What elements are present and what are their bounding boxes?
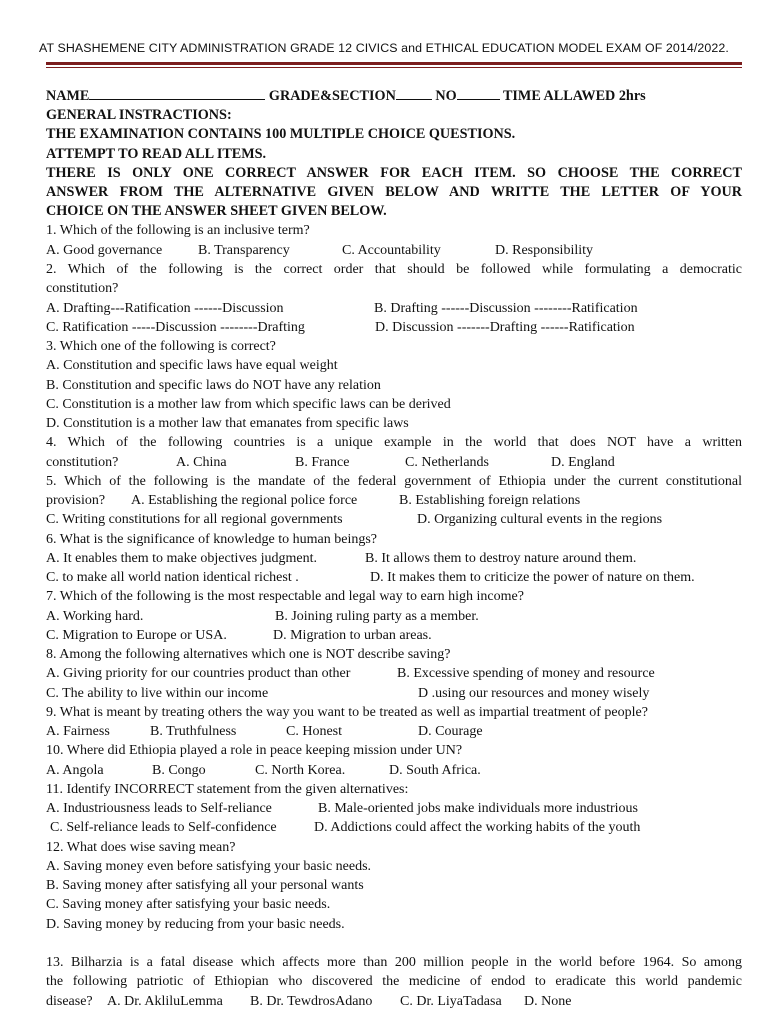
question-stem: constitution? (46, 281, 119, 296)
option-c: C. Writing constitutions for all regional governments (46, 512, 343, 527)
option-row (46, 799, 742, 818)
option-row (46, 992, 742, 1011)
name-blank (89, 87, 265, 100)
option-a: A. Establishing the regional police force (131, 493, 358, 508)
option-d: D. Addictions could affect the working habits of the youth (314, 820, 641, 835)
option-d: D. South Africa. (389, 763, 481, 778)
option-row (46, 818, 742, 837)
option-row (46, 318, 742, 337)
question-stem: 12. What does wise saving mean? (46, 840, 236, 855)
option-c: C. Constitution is a mother law from which specific laws can be derived (46, 397, 451, 412)
option-row (46, 549, 742, 568)
name-label: NAME (46, 88, 90, 104)
question-stem: 6. What is the significance of knowledge to human beings? (46, 532, 377, 547)
option-c: C. Migration to Europe or USA. (46, 628, 227, 643)
header-rule-thin (46, 67, 742, 68)
option-d: D. None (524, 994, 572, 1009)
option-b: B. Male-oriented jobs make individuals more industrious (318, 801, 639, 816)
option-c: C. to make all world nation identical richest . (46, 570, 299, 585)
option-b: B. Excessive spending of money and resource (397, 666, 655, 681)
question-stem: 13. Bilharzia is a fatal disease which affects more than 200 million people in the world before 1964. So among (46, 955, 742, 970)
option-d: D. Saving money by reducing from your basic needs. (46, 917, 345, 932)
question-stem: 4. Which of the following countries is a unique example in the world that does NOT have a written (46, 435, 742, 450)
option-c: C. Saving money after satisfying your basic needs. (46, 897, 331, 912)
question-stem: provision? (46, 493, 106, 508)
option-row (46, 607, 742, 626)
option-c: C. Accountability (342, 243, 441, 258)
grade-section-label: GRADE&SECTION (268, 88, 396, 104)
option-b: B. France (295, 455, 350, 470)
option-row (46, 761, 742, 780)
option-row (46, 510, 742, 529)
option-row (46, 299, 742, 318)
option-c: C. North Korea. (255, 763, 346, 778)
option-a: A. Dr. AkliluLemma (107, 994, 223, 1009)
option-row (46, 241, 742, 260)
option-d: D. Responsibility (495, 243, 594, 258)
question-stem: 2. Which of the following is the correct order that should be followed while formulating a democratic (46, 262, 742, 277)
option-a: A. Drafting---Ratification ------Discussion (46, 301, 284, 316)
option-a: A. Saving money even before satisfying your basic needs. (46, 859, 372, 874)
option-a: A. Good governance (46, 243, 163, 258)
option-d: D .using our resources and money wisely (418, 686, 650, 701)
option-b: B. Saving money after satisfying all your personal wants (46, 878, 364, 893)
option-b: B. Truthfulness (150, 724, 237, 739)
number-blank (457, 87, 500, 100)
option-a: A. Constitution and specific laws have equal weight (46, 358, 338, 373)
option-a: A. Industriousness leads to Self-reliance (46, 801, 272, 816)
option-b: B. Constitution and specific laws do NOT have any relation (46, 378, 381, 393)
option-row (46, 626, 742, 645)
header-rule-thick (46, 62, 742, 65)
option-row (46, 722, 742, 741)
option-b: B. Transparency (198, 243, 290, 258)
option-d: D. It makes them to criticize the power of nature on them. (370, 570, 695, 585)
option-row (46, 664, 742, 683)
option-d: D. Constitution is a mother law that emanates from specific laws (46, 416, 409, 431)
option-c: C. Self-reliance leads to Self-confidence (50, 820, 277, 835)
option-a: A. China (176, 455, 227, 470)
option-row (46, 684, 742, 703)
option-d: D. Courage (418, 724, 483, 739)
option-c: C. Ratification -----Discussion --------Drafting (46, 320, 305, 335)
option-b: B. Establishing foreign relations (399, 493, 581, 508)
exam-header: AT SHASHEMENE CITY ADMINISTRATION GRADE 12 CIVICS and ETHICAL EDUCATION MODEL EXAM OF 2014/2022. (39, 41, 729, 55)
option-c: C. Netherlands (405, 455, 489, 470)
option-a: A. It enables them to make objectives judgment. (46, 551, 317, 566)
option-d: D. England (551, 455, 615, 470)
question-stem: 1. Which of the following is an inclusive term? (46, 223, 310, 238)
question-stem: disease? (46, 994, 93, 1009)
option-d: D. Migration to urban areas. (273, 628, 432, 643)
instructions-title: GENERAL INSTRACTIONS: (46, 107, 232, 123)
option-row (46, 453, 742, 472)
question-stem: 11. Identify INCORRECT statement from the given alternatives: (46, 782, 409, 797)
question-stem: 9. What is meant by treating others the way you want to be treated as well as impartial treatment of people? (46, 705, 648, 720)
instruction-line: THERE IS ONLY ONE CORRECT ANSWER FOR EACH ITEM. SO CHOOSE THE CORRECT (46, 165, 742, 181)
option-c: C. The ability to live within our income (46, 686, 269, 701)
option-c: C. Dr. LiyaTadasa (400, 994, 502, 1009)
option-b: B. Joining ruling party as a member. (275, 609, 479, 624)
option-row (46, 568, 742, 587)
option-b: B. Congo (152, 763, 206, 778)
option-a: A. Fairness (46, 724, 110, 739)
candidate-info-line (46, 87, 742, 106)
option-a: A. Angola (46, 763, 104, 778)
instruction-line: ANSWER FROM THE ALTERNATIVE GIVEN BELOW AND WRITTE THE LETTER OF YOUR (46, 184, 742, 200)
option-d: D. Organizing cultural events in the regions (417, 512, 663, 527)
question-stem: 7. Which of the following is the most respectable and legal way to earn high income? (46, 589, 524, 604)
question-stem: constitution? (46, 455, 119, 470)
option-d: D. Discussion -------Drafting ------Ratification (375, 320, 635, 335)
question-stem: the following patriotic of Ethiopian who discovered the medicine of endod to eradicate this world pandemic (46, 974, 742, 989)
question-stem: 10. Where did Ethiopia played a role in peace keeping mission under UN? (46, 743, 463, 758)
option-b: B. Drafting ------Discussion --------Ratification (374, 301, 638, 316)
option-a: A. Working hard. (46, 609, 144, 624)
question-stem: 3. Which one of the following is correct? (46, 339, 276, 354)
instruction-line: ATTEMPT TO READ ALL ITEMS. (46, 146, 267, 162)
instruction-line: THE EXAMINATION CONTAINS 100 MULTIPLE CHOICE QUESTIONS. (46, 126, 516, 142)
question-stem: 5. Which of the following is the mandate of the federal government of Ethiopia under the current constitutional (46, 474, 742, 489)
grade-section-blank (396, 87, 432, 100)
option-c: C. Honest (286, 724, 342, 739)
option-row (46, 491, 742, 510)
question-stem: 8. Among the following alternatives which one is NOT describe saving? (46, 647, 451, 662)
number-label: NO (435, 88, 457, 104)
time-allowed: TIME ALLAWED 2hrs (502, 88, 646, 104)
option-b: B. Dr. TewdrosAdano (250, 994, 373, 1009)
option-b: B. It allows them to destroy nature around them. (365, 551, 637, 566)
instruction-line: CHOICE ON THE ANSWER SHEET GIVEN BELOW. (46, 203, 387, 219)
option-a: A. Giving priority for our countries product than other (46, 666, 351, 681)
